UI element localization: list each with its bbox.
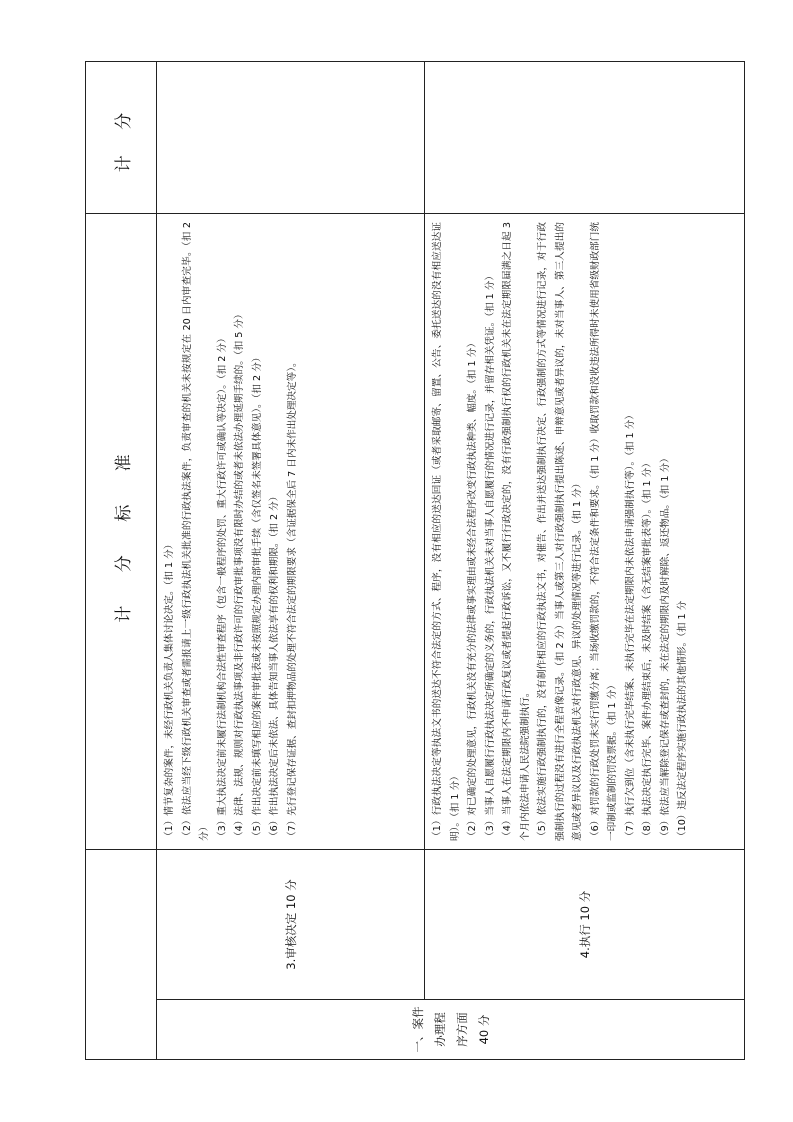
- section-row-execution: [425, 62, 745, 1060]
- criteria-item: （5）依法实施行政强制执行的，没有制作相应的行政执法文书，对催告、作出并送达强制执行决定、行政强制的方式等情况进行记录，对于行政强制执行的过程没有进行全程音像记录。（扣 2 分）当事人或第三人对行政强制执行提出陈述、申辩意见或者异议的，未对当事人、第三人提出的意见或者异议以及行政执法机关对行政意见、异议的处理情况等进行记录。（扣 1 分）: [537, 222, 583, 841]
- score-cell-execution: [425, 62, 745, 214]
- category-line-1: 一、案件: [410, 1006, 425, 1053]
- category-line-3: 序方面: [454, 1012, 469, 1047]
- criteria-item: （2）对已确定的处理意见，行政机关没有充分的法律或事实理由或未经合法程序改变行政执法种类、幅度。（扣 1 分）: [467, 338, 478, 841]
- section-content-review: [157, 214, 425, 850]
- criteria-item: （7）执行欠到位（含未执行完毕结案、未执行完毕在法定期限内未依法申请强制执行等）。（扣 1 分）: [624, 410, 636, 841]
- criteria-item: （6）对罚款的行政处罚未实行罚缴分离；当场收缴罚款的，不符合法定条件和要求。（扣 1 分）收取罚款和没收违法所得时未使用省级财政部门统一印制或监制的罚没票据。（扣 1 分）: [589, 222, 618, 841]
- scoring-table: [85, 61, 745, 1060]
- criteria-item: （9）依法应当解除登记保存或查封的，未在法定的期限内及时解除、返还物品。（扣 1 分）: [659, 453, 671, 841]
- score-cell-review: [157, 62, 425, 214]
- criteria-item: （3）重大执法决定前未履行法制机构合法性审查程序（包含一般程序的处罚、重大行政许可或确认等决定）。（扣 2 分）: [216, 333, 228, 841]
- category-line-2: 办理程: [432, 1012, 447, 1047]
- criteria-item: （4）当事人在法定期限内不申请行政复议或者提起行政诉讼，又不履行行政决定的，没有行政强制执行权的行政机关未在法定期限届满之日起 3 个月内依法申请人民法院强制执行。: [502, 222, 531, 841]
- header-blank-cell: [86, 850, 157, 1060]
- criteria-item: （4）法律、法规、规则对行政执法事项及非行政许可的行政审批事项没有限时办结的或者未依法办理延期手续的。（扣 5 分）: [234, 309, 245, 841]
- criteria-item: （7）先行登记保存证据、查封扣押物品的处理不符合法定的期限要求（含证据保全后 7 日内未作出处理决定等）。: [286, 357, 298, 841]
- header-score: 计 分: [86, 62, 157, 214]
- criteria-item: （10）违反法定程序实施行政执法的其他情形。（扣 1 分: [677, 600, 688, 841]
- criteria-item: （6）作出执法决定后未依法、具体告知当事人依法享有的权利和期限。（扣 2 分）: [269, 491, 280, 841]
- section-content-execution: [425, 214, 745, 850]
- criteria-item: （2）依法应当经下级行政机关审查或者需报请上一级行政执法机关批准的行政执法案件，负责审查的机关未按规定在 20 日内审查完毕。（扣 2 分）: [181, 222, 210, 841]
- criteria-item: （1）行政执法决定等执法文书的送达不符合法定的方式、程序，没有相应的送达回证（或者采取邮寄、留置、公告、委托送达的没有相应送达证明）。（扣 1 分）: [432, 222, 461, 841]
- criteria-item: （5）作出决定前未填写相应的案件审批表或未按照规定办理内部审批手续（含仅签名未签署具体意见）。（扣 2 分）: [251, 352, 263, 841]
- category-line-4: 40 分: [476, 1014, 491, 1045]
- criteria-item: （3）当事人自愿履行行政执法决定所确定的义务的，行政执法机关未对当事人自愿履行的情况进行记录，并留存相关凭证。（扣 1 分）: [484, 271, 496, 841]
- header-criteria: 计 分 标 准: [86, 214, 157, 850]
- header-row: [86, 62, 157, 1060]
- criteria-item: （8）执法决定执行完毕、案件办理结束后，未及时结案（含无结案审批表等）。（扣 1 分）: [642, 458, 653, 841]
- category-cell: [157, 1000, 745, 1060]
- section-title-review: 3.审核决定 10 分: [157, 850, 425, 1000]
- section-title-execution: 4.执行 10 分: [425, 850, 745, 1000]
- section-row-review: [157, 62, 425, 1060]
- criteria-item: （1）情节复杂的案件，未经行政机关负责人集体讨论决定。（扣 1 分）: [164, 539, 175, 841]
